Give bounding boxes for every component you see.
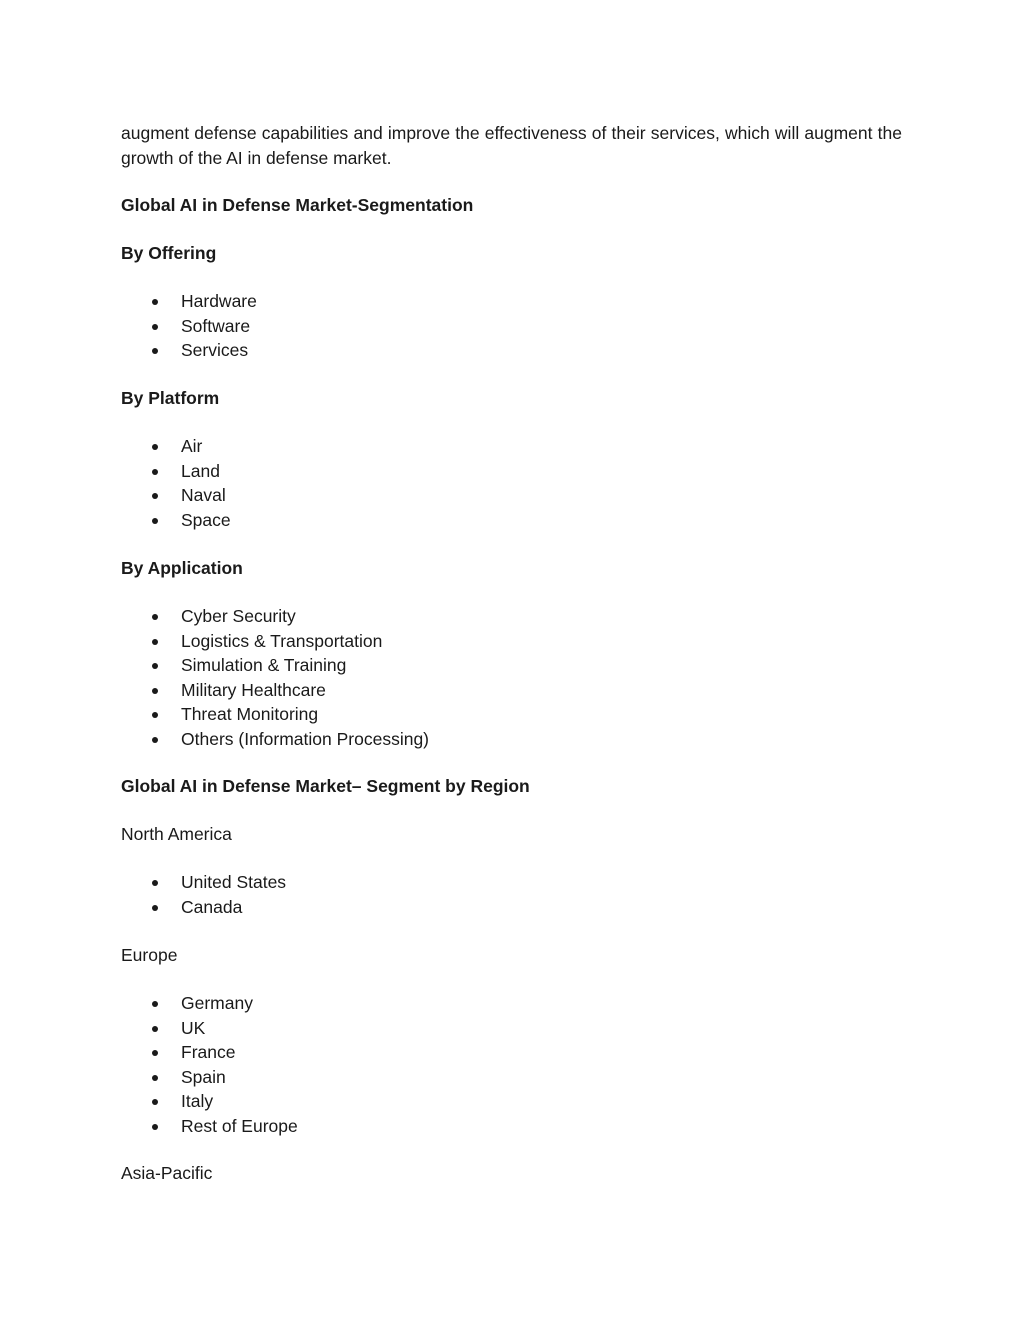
list-item: Naval <box>121 483 902 508</box>
asia-pacific-section <box>121 1161 902 1186</box>
bullet-icon <box>152 663 158 669</box>
platform-section <box>121 386 902 411</box>
bullet-icon <box>152 614 158 620</box>
bullet-icon <box>152 737 158 743</box>
offering-list-block <box>121 289 902 363</box>
list-item: Rest of Europe <box>121 1114 902 1139</box>
list-item: Software <box>121 314 902 339</box>
north-america-label: North America <box>121 824 232 844</box>
list-item: Cyber Security <box>121 604 902 629</box>
list-item: UK <box>121 1016 902 1041</box>
platform-list-block <box>121 434 902 532</box>
north-america-list-block <box>121 870 902 919</box>
list-item: Air <box>121 434 902 459</box>
bullet-icon <box>152 324 158 330</box>
offering-heading: By Offering <box>121 243 217 263</box>
list-item: Space <box>121 508 902 533</box>
list-item: United States <box>121 870 902 895</box>
list-item: Others (Information Processing) <box>121 727 902 752</box>
region-heading-block <box>121 774 902 799</box>
bullet-icon <box>152 688 158 694</box>
list-item: Germany <box>121 991 902 1016</box>
bullet-icon <box>152 1001 158 1007</box>
north-america-list <box>121 870 902 919</box>
list-item: Canada <box>121 895 902 920</box>
offering-section <box>121 241 902 266</box>
bullet-icon <box>152 639 158 645</box>
bullet-icon <box>152 1075 158 1081</box>
europe-label: Europe <box>121 945 178 965</box>
list-item: France <box>121 1040 902 1065</box>
region-heading: Global AI in Defense Market– Segment by Region <box>121 776 530 796</box>
list-item: Italy <box>121 1089 902 1114</box>
bullet-icon <box>152 1124 158 1130</box>
list-item: Threat Monitoring <box>121 702 902 727</box>
list-item: Hardware <box>121 289 902 314</box>
application-heading: By Application <box>121 558 243 578</box>
bullet-icon <box>152 493 158 499</box>
north-america-section <box>121 822 902 847</box>
bullet-icon <box>152 518 158 524</box>
asia-pacific-label: Asia-Pacific <box>121 1163 213 1183</box>
europe-list <box>121 991 902 1139</box>
platform-list <box>121 434 902 532</box>
bullet-icon <box>152 1099 158 1105</box>
application-list-block <box>121 604 902 752</box>
intro-paragraph: augment defense capabilities and improve the effectiveness of their services, which will augment the growth of the AI in defense market. <box>121 123 902 168</box>
bullet-icon <box>152 712 158 718</box>
list-item: Logistics & Transportation <box>121 629 902 654</box>
bullet-icon <box>152 905 158 911</box>
europe-section <box>121 943 902 968</box>
bullet-icon <box>152 469 158 475</box>
segmentation-heading-block <box>121 193 902 218</box>
bullet-icon <box>152 880 158 886</box>
application-list <box>121 604 902 752</box>
platform-heading: By Platform <box>121 388 220 408</box>
europe-list-block <box>121 991 902 1139</box>
bullet-icon <box>152 444 158 450</box>
list-item: Military Healthcare <box>121 678 902 703</box>
list-item: Services <box>121 338 902 363</box>
bullet-icon <box>152 299 158 305</box>
segmentation-heading: Global AI in Defense Market-Segmentation <box>121 195 474 215</box>
list-item: Land <box>121 459 902 484</box>
bullet-icon <box>152 348 158 354</box>
offering-list <box>121 289 902 363</box>
application-section <box>121 556 902 581</box>
bullet-icon <box>152 1050 158 1056</box>
intro-paragraph-block <box>121 121 902 170</box>
bullet-icon <box>152 1026 158 1032</box>
list-item: Simulation & Training <box>121 653 902 678</box>
list-item: Spain <box>121 1065 902 1090</box>
